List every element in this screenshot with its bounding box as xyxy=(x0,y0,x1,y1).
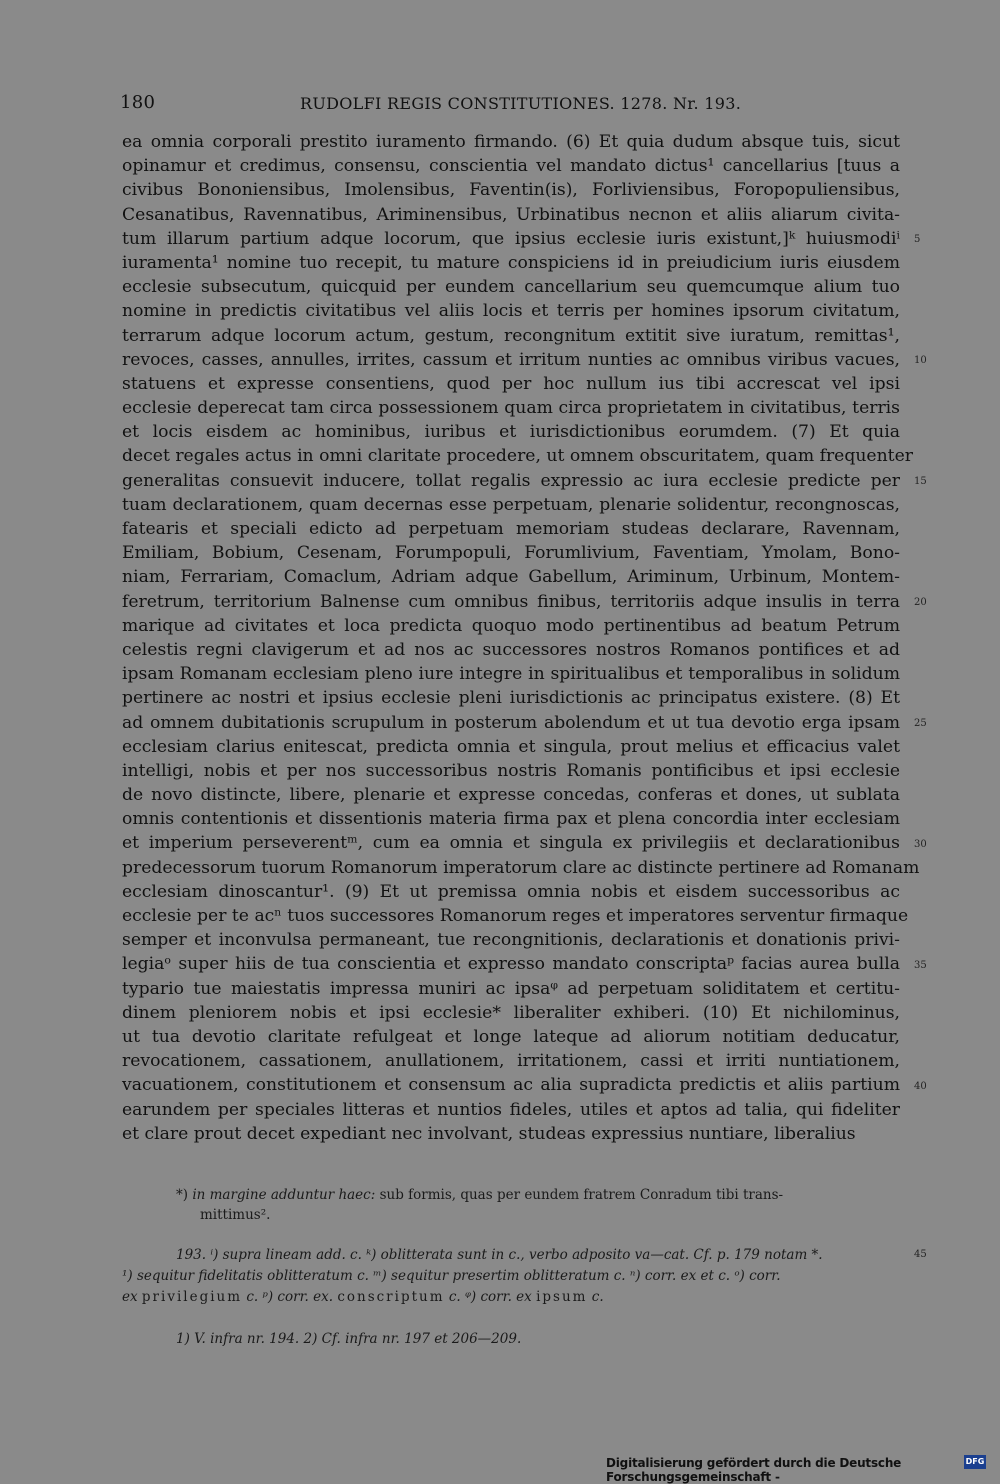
text-line: de novo distincte, libere, plenarie et expresse concedas, conferas et dones, ut sublata xyxy=(122,785,900,806)
line-number: 25 xyxy=(914,717,927,729)
line-number: 20 xyxy=(914,596,927,608)
text-line: feretrum, territorium Balnense cum omnibus finibus, territoriis adque insulis in terra xyxy=(122,591,900,612)
text-line: revocationem, cassationem, anullationem, irritationem, cassi et irriti nuntiationem, xyxy=(122,1051,900,1072)
text-line: predecessorum tuorum Romanorum imperatorum clare ac distincte pertinere ad Romanam xyxy=(122,857,920,878)
text-line: Emiliam, Bobium, Cesenam, Forumpopuli, Forumlivium, Faventiam, Ymolam, Bono- xyxy=(122,543,900,564)
apparatus-3-sp1: privilegium xyxy=(141,1289,243,1305)
text-line: decet regales actus in omni claritate procedere, ut omnem obscuritatem, quam frequenter xyxy=(122,446,913,467)
text-line: civibus Bononiensibus, Imolensibus, Faventin(is), Forliviensibus, Foropopuliensibus, xyxy=(122,180,900,201)
text-line: omnis contentionis et dissentionis materia firma pax et plena concordia inter ecclesiam xyxy=(122,809,900,830)
apparatus-3d: c. xyxy=(587,1289,604,1305)
text-line: iuramenta¹ nomine tuo recepit, tu mature conspiciens id in preiudicium iuris eiusdem xyxy=(122,252,900,273)
text-line: tum illarum partium adque locorum, que ipsius ecclesie iuris existunt,]ᵏ huiusmodiⁱ xyxy=(122,228,900,249)
text-line: tuam declarationem, quam decernas esse perpetuam, plenarie solidentur, recongnoscas, xyxy=(122,494,900,515)
text-line: typario tue maiestatis impressa muniri ac ipsaᵠ ad perpetuam soliditatem et certitu- xyxy=(122,978,900,999)
text-line: statuens et expresse consentiens, quod per hoc nullum ius tibi accrescat vel ipsi xyxy=(122,373,900,394)
text-line: dinem pleniorem nobis et ipsi ecclesie* liberaliter exhiberi. (10) Et nichilominus, xyxy=(122,1002,900,1023)
text-line: fatearis et speciali edicto ad perpetuam memoriam studeas declarare, Ravennam, xyxy=(122,519,900,539)
text-line: ecclesiam clarius enitescat, predicta omnia et singula, prout melius et efficacius valet xyxy=(122,736,900,757)
text-line: et locis eisdem ac hominibus, iuribus et iurisdictionibus eorumdem. (7) Et quia xyxy=(122,422,900,443)
text-line: terrarum adque locorum actum, gestum, recongnitum extitit sive iuratum, remittas¹, xyxy=(122,325,900,346)
text-line: et imperium perseverentᵐ, cum ea omnia et singula ex privilegiis et declarationibus xyxy=(122,833,900,854)
line-number: 15 xyxy=(914,475,927,487)
text-line: intelligi, nobis et per nos successoribus nostris Romanis pontificibus et ipsi ecclesie xyxy=(122,760,900,781)
text-line: ecclesie deperecat tam circa possessionem quam circa proprietatem in civitatibus, terris xyxy=(122,398,900,419)
margin-note xyxy=(176,1186,783,1205)
text-line: ecclesie subsecutum, quicquid per eundem cancellarium seu quemcumque alium tuo xyxy=(122,277,900,298)
text-line: niam, Ferrariam, Comaclum, Adriam adque Gabellum, Ariminum, Urbinum, Montem- xyxy=(122,567,900,588)
dfg-logo: DFG xyxy=(964,1455,986,1469)
text-line: ipsam Romanam ecclesiam pleno iure integre in spiritualibus et temporalibus in solidum xyxy=(122,664,900,685)
line-number: 45 xyxy=(914,1249,927,1260)
apparatus-line-2: ¹) sequitur fidelitatis oblitteratum c. ᵐ) sequitur presertim oblitteratum c. ⁿ) corr. ex et c. ᵒ) corr. xyxy=(122,1268,781,1284)
main-text xyxy=(122,130,920,1146)
text-line: ecclesie per te acⁿ tuos successores Romanorum reges et imperatores serventur firmaque xyxy=(122,906,909,926)
text-line: ut tua devotio claritate refulgeat et longe lateque ad aliorum notitiam deducatur, xyxy=(122,1026,900,1047)
running-title: RUDOLFI REGIS CONSTITUTIONES. 1278. Nr. 193. xyxy=(300,94,742,113)
page-number: 180 xyxy=(120,92,156,113)
text-line: generalitas consuevit inducere, tollat regalis expressio ac iura ecclesie predicte per xyxy=(122,470,900,491)
apparatus-3-sp3: ipsum xyxy=(536,1289,588,1305)
apparatus-line-3 xyxy=(122,1288,604,1307)
text-line: earundem per speciales litteras et nuntios fideles, utiles et aptos ad talia, qui fideliter xyxy=(122,1099,900,1120)
apparatus-3a: ex xyxy=(122,1289,142,1305)
apparatus-3b: c. ᵖ) corr. ex. xyxy=(242,1289,338,1305)
apparatus-3-sp2: conscriptum xyxy=(337,1289,445,1305)
margin-note-rest: sub formis, quas per eundem fratrem Conradum tibi trans- xyxy=(375,1187,784,1203)
digitization-credit: Digitalisierung gefördert durch die Deutsche Forschungsgemeinschaft - xyxy=(606,1456,902,1484)
margin-note-prefix: *) xyxy=(176,1187,193,1203)
text-line: nomine in predictis civitatibus vel aliis locis et terris per homines ipsorum civitatum, xyxy=(122,301,900,322)
margin-note-line2: mittimus². xyxy=(200,1207,271,1223)
footnote-line: 1) V. infra nr. 194. 2) Cf. infra nr. 197 et 206—209. xyxy=(176,1331,522,1347)
line-number: 40 xyxy=(914,1080,927,1092)
line-number: 30 xyxy=(914,838,927,850)
text-line: ecclesiam dinoscantur¹. (9) Et ut premissa omnia nobis et eisdem successoribus ac xyxy=(122,881,900,902)
text-line: revoces, casses, annulles, irrites, cassum et irritum nunties ac omnibus viribus vacues, xyxy=(122,349,900,370)
text-line: semper et inconvulsa permaneant, tue recongnitionis, declarationis et donationis privi- xyxy=(122,930,900,951)
text-line: vacuationem, constitutionem et consensum ac alia supradicta predictis et aliis partium xyxy=(122,1075,900,1096)
text-line: legiaᵒ super hiis de tua conscientia et expresso mandato conscriptaᵖ facias aurea bulla xyxy=(122,954,900,975)
text-line: pertinere ac nostri et ipsius ecclesie pleni iurisdictionis ac principatus existere. (8) Et xyxy=(122,688,900,709)
apparatus-line-1: 193. ⁱ) supra lineam add. c. ᵏ) oblitterata sunt in c., verbo adposito va—cat. Cf. p. 179 notam *. xyxy=(176,1247,823,1263)
text-line: opinamur et credimus, consensu, conscientia vel mandato dictus¹ cancellarius [tuus a xyxy=(122,156,900,177)
text-line: Cesanatibus, Ravennatibus, Ariminensibus, Urbinatibus necnon et aliis aliarum civita- xyxy=(122,204,900,225)
line-number: 35 xyxy=(914,959,927,971)
text-line: ea omnia corporali prestito iuramento firmando. (6) Et quia dudum absque tuis, sicut xyxy=(122,132,900,152)
line-number: 10 xyxy=(914,354,927,366)
text-line: celestis regni clavigerum et ad nos ac successores nostros Romanos pontifices et ad xyxy=(122,639,900,660)
text-line: ad omnem dubitationis scrupulum in posterum abolendum et ut tua devotio erga ipsam xyxy=(122,712,900,733)
apparatus-3c: c. ᵠ) corr. ex xyxy=(444,1289,537,1305)
text-line: et clare prout decet expediant nec involvant, studeas expressius nuntiare, liberalius xyxy=(122,1123,856,1144)
margin-note-italic: in margine adduntur haec: xyxy=(192,1187,376,1203)
line-number: 5 xyxy=(914,233,921,245)
text-line: marique ad civitates et loca predicta quoquo modo pertinentibus ad beatum Petrum xyxy=(122,615,900,636)
